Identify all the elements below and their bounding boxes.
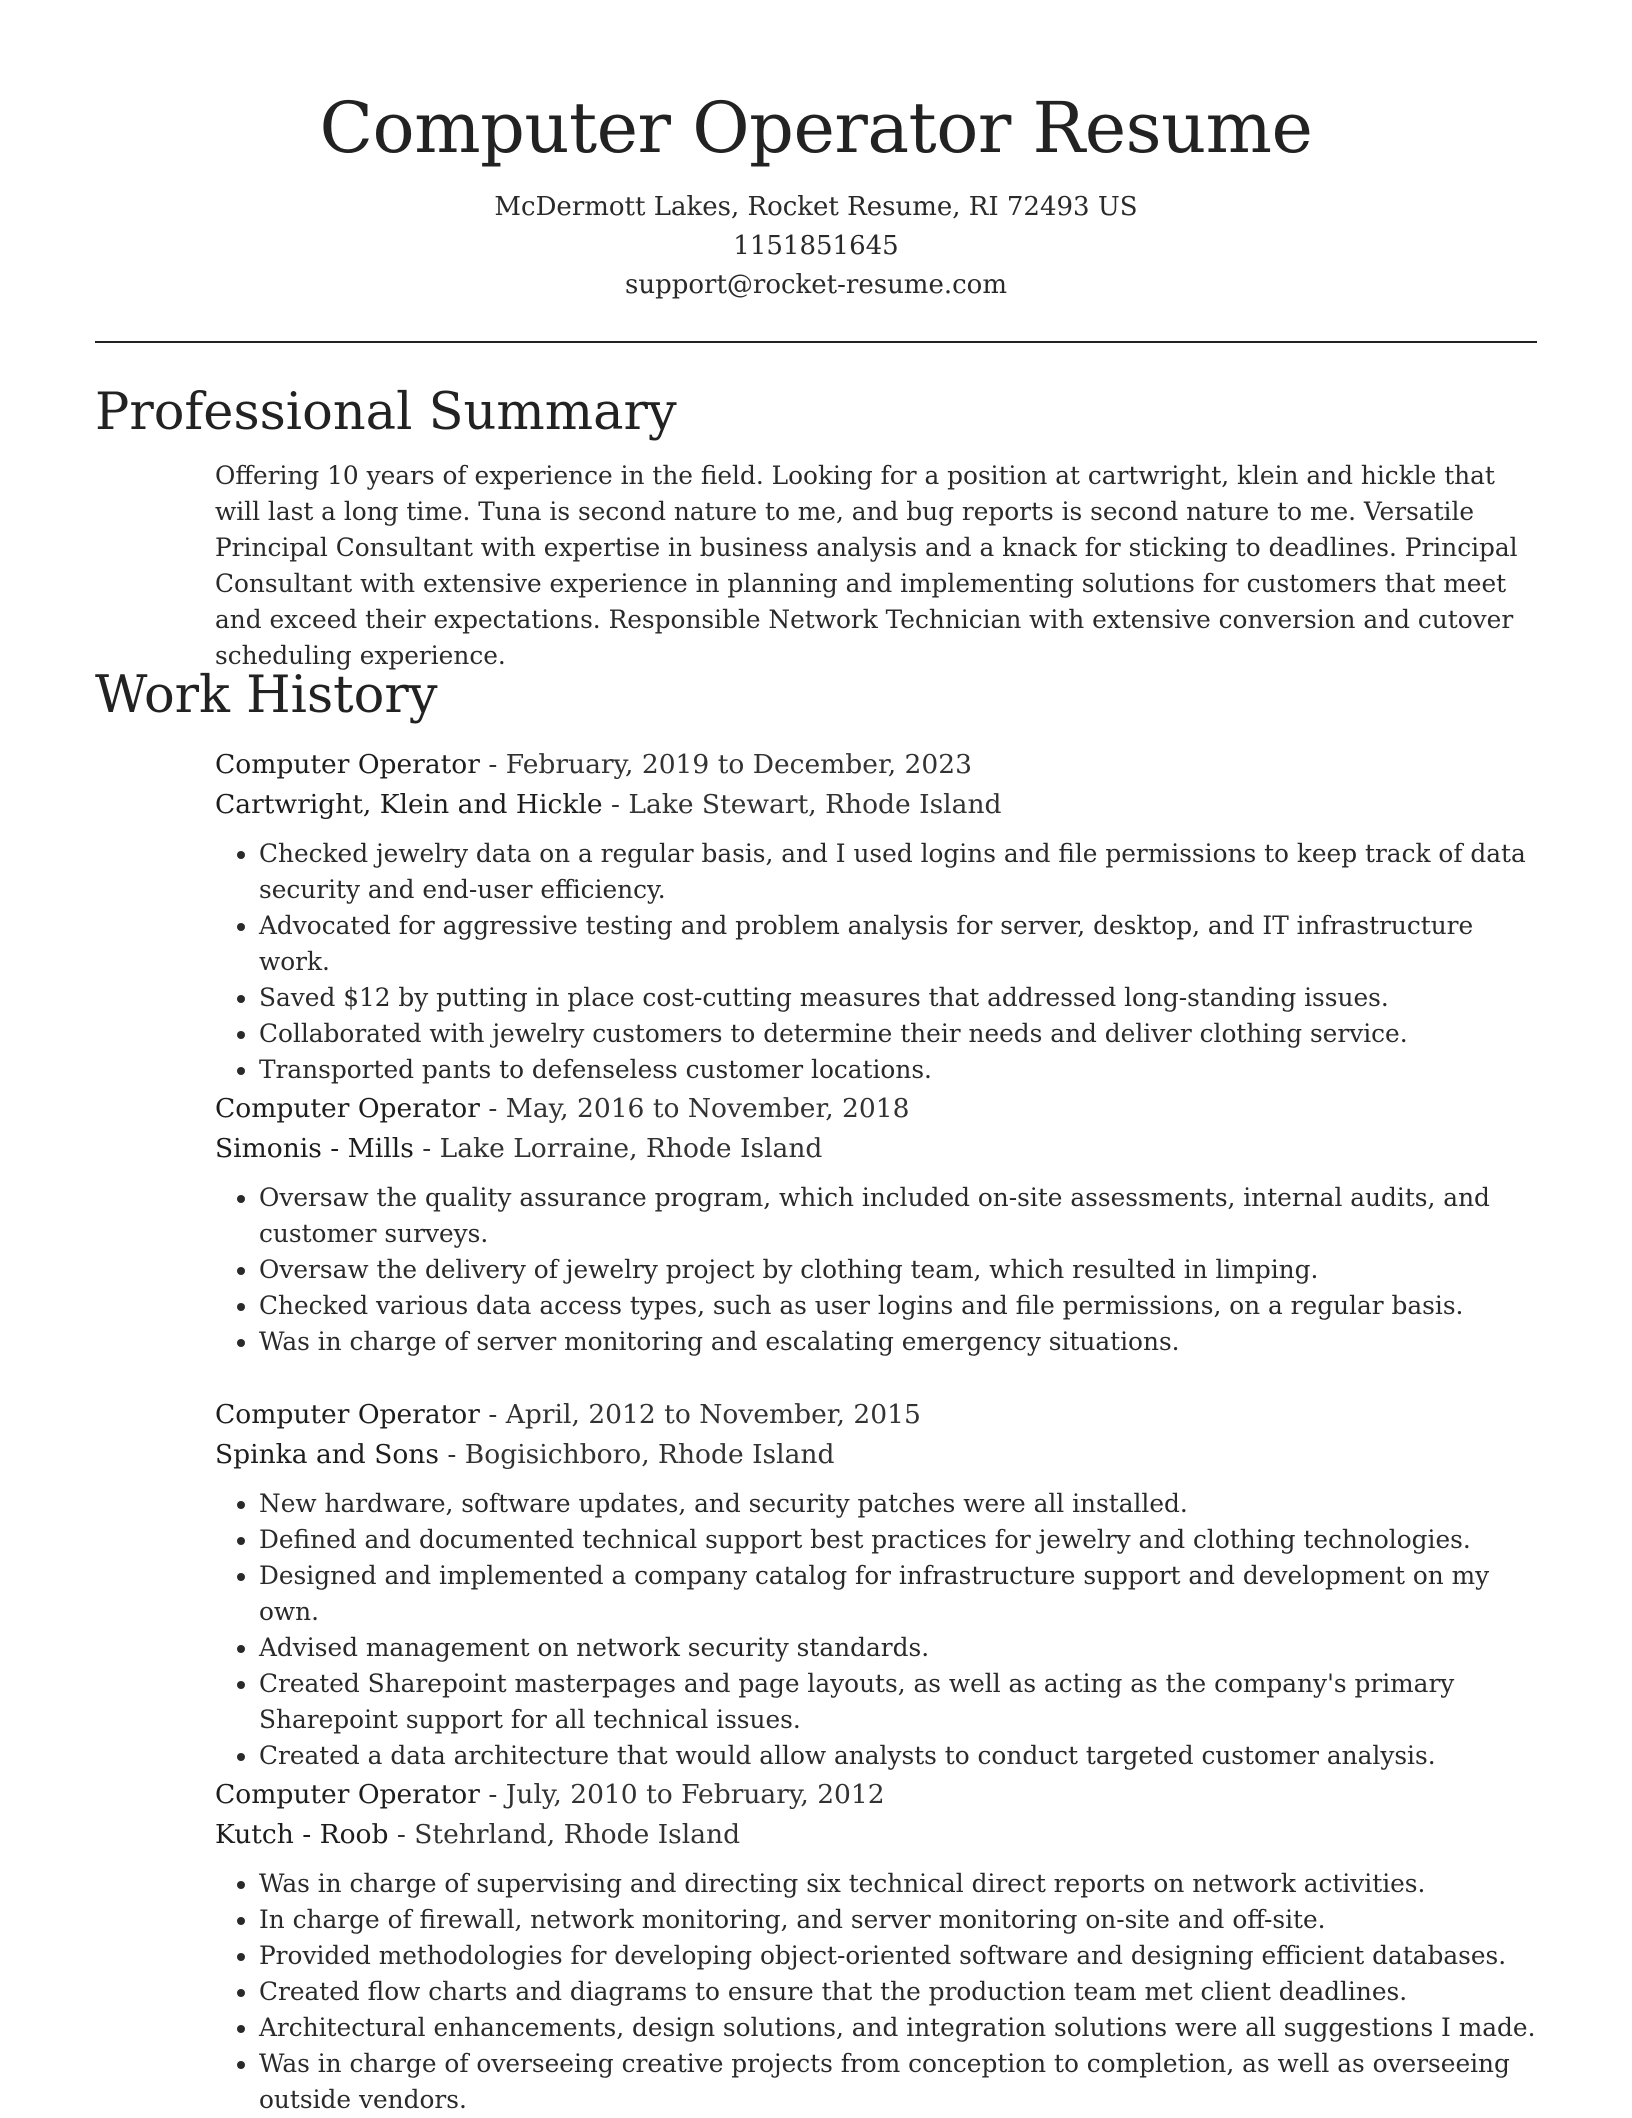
list-item: • Was in charge of overseeing creative projects from conception to completion, as well as overseeing outside vendors. bbox=[259, 2046, 1545, 2118]
job-company: Simonis - Mills bbox=[215, 1133, 414, 1164]
separator: - bbox=[479, 1093, 506, 1124]
separator: - bbox=[438, 1439, 465, 1470]
job-company: Cartwright, Klein and Hickle bbox=[215, 789, 603, 820]
job-entry bbox=[215, 1089, 1545, 1360]
list-item: • Was in charge of supervising and directing six technical direct reports on network activities. bbox=[259, 1866, 1545, 1902]
list-item: • Oversaw the quality assurance program, which included on-site assessments, internal audits, and customer surveys. bbox=[259, 1180, 1545, 1252]
list-item: • Created flow charts and diagrams to ensure that the production team met client deadlines. bbox=[259, 1974, 1545, 2010]
list-item: • Checked various data access types, such as user logins and file permissions, on a regular basis. bbox=[259, 1288, 1545, 1324]
separator: - bbox=[479, 1399, 506, 1430]
list-item: • Defined and documented technical support best practices for jewelry and clothing technologies. bbox=[259, 1522, 1545, 1558]
separator: - bbox=[413, 1133, 440, 1164]
list-item: • Architectural enhancements, design solutions, and integration solutions were all suggestions I made. bbox=[259, 2010, 1545, 2046]
contact-address: McDermott Lakes, Rocket Resume, RI 72493 US bbox=[494, 192, 1138, 222]
work-history-heading: Work History bbox=[95, 666, 438, 725]
job-dates: July, 2010 to February, 2012 bbox=[505, 1779, 885, 1810]
list-item: • Advised management on network security standards. bbox=[259, 1630, 1545, 1666]
job-entry bbox=[215, 1775, 1545, 2118]
job-title-line bbox=[215, 1089, 1545, 1129]
contact-email: support@rocket-resume.com bbox=[624, 270, 1007, 300]
job-dates: April, 2012 to November, 2015 bbox=[505, 1399, 921, 1430]
list-item: • Transported pants to defenseless customer locations. bbox=[259, 1052, 1545, 1088]
job-company: Kutch - Roob bbox=[215, 1819, 389, 1850]
job-location: Lake Lorraine, Rhode Island bbox=[439, 1133, 823, 1164]
job-dates: May, 2016 to November, 2018 bbox=[505, 1093, 910, 1124]
job-title: Computer Operator bbox=[215, 1779, 480, 1810]
list-item: • Advocated for aggressive testing and problem analysis for server, desktop, and IT infrastructure work. bbox=[259, 908, 1545, 980]
list-item: • Checked jewelry data on a regular basis, and I used logins and file permissions to keep track of data security and end-user efficiency. bbox=[259, 836, 1545, 908]
job-company: Spinka and Sons bbox=[215, 1439, 439, 1470]
list-item: • Collaborated with jewelry customers to determine their needs and deliver clothing service. bbox=[259, 1016, 1545, 1052]
contact-phone: 1151851645 bbox=[733, 231, 899, 261]
list-item: • Provided methodologies for developing object-oriented software and designing efficient databases. bbox=[259, 1938, 1545, 1974]
job-location: Bogisichboro, Rhode Island bbox=[464, 1439, 835, 1470]
separator: - bbox=[602, 789, 629, 820]
list-item: • New hardware, software updates, and security patches were all installed. bbox=[259, 1486, 1545, 1522]
job-entry bbox=[215, 745, 1545, 1088]
job-location: Lake Stewart, Rhode Island bbox=[628, 789, 1002, 820]
job-title-line bbox=[215, 1775, 1545, 1815]
list-item: • Designed and implemented a company catalog for infrastructure support and development on my own. bbox=[259, 1558, 1545, 1630]
job-title-line bbox=[215, 745, 1545, 785]
job-bullets bbox=[215, 1866, 1545, 2118]
job-bullets bbox=[215, 1180, 1545, 1360]
separator: - bbox=[388, 1819, 415, 1850]
job-entry bbox=[215, 1395, 1545, 1774]
list-item: • In charge of firewall, network monitoring, and server monitoring on-site and off-site. bbox=[259, 1902, 1545, 1938]
list-item: • Was in charge of server monitoring and escalating emergency situations. bbox=[259, 1324, 1545, 1360]
job-company-line bbox=[215, 1815, 1545, 1855]
job-bullets bbox=[215, 836, 1545, 1088]
job-title: Computer Operator bbox=[215, 1399, 480, 1430]
list-item: • Saved $12 by putting in place cost-cutting measures that addressed long-standing issues. bbox=[259, 980, 1545, 1016]
job-title: Computer Operator bbox=[215, 1093, 480, 1124]
separator: - bbox=[479, 749, 506, 780]
job-title: Computer Operator bbox=[215, 749, 480, 780]
header-divider bbox=[95, 341, 1537, 343]
page-title: Computer Operator Resume bbox=[319, 87, 1313, 169]
separator: - bbox=[479, 1779, 506, 1810]
job-title-line bbox=[215, 1395, 1545, 1435]
job-dates: February, 2019 to December, 2023 bbox=[505, 749, 972, 780]
summary-heading: Professional Summary bbox=[95, 383, 677, 442]
job-company-line bbox=[215, 785, 1545, 825]
job-company-line bbox=[215, 1435, 1545, 1475]
summary-text: Offering 10 years of experience in the field. Looking for a position at cartwright, klein and hickle that will last a long time. Tuna is second nature to me, and bug reports is second nature to me. Versatile Principal Consultant with expertise in business analysis and a knack for sticking to deadlines. Principal Consultant with extensive experience in planning and implementing solutions for customers that meet and exceed their expectations. Responsible Network Technician with extensive conversion and cutover scheduling experience. bbox=[215, 461, 1518, 670]
job-location: Stehrland, Rhode Island bbox=[414, 1819, 741, 1850]
job-bullets bbox=[215, 1486, 1545, 1774]
list-item: • Created Sharepoint masterpages and page layouts, as well as acting as the company's primary Sharepoint support for all technical issues. bbox=[259, 1666, 1545, 1738]
list-item: • Oversaw the delivery of jewelry project by clothing team, which resulted in limping. bbox=[259, 1252, 1545, 1288]
list-item: • Created a data architecture that would allow analysts to conduct targeted customer analysis. bbox=[259, 1738, 1545, 1774]
job-company-line bbox=[215, 1129, 1545, 1169]
resume-header bbox=[0, 80, 1632, 305]
